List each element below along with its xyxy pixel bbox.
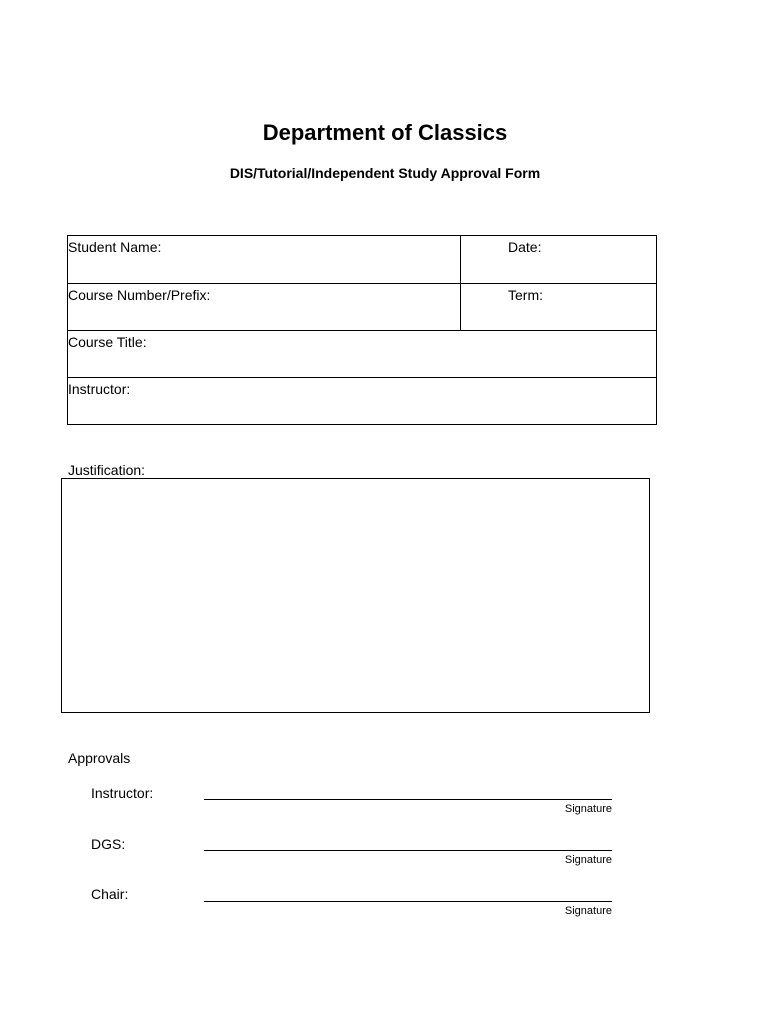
chair-signature-line[interactable] — [204, 901, 612, 902]
approval-chair-label: Chair: — [91, 886, 129, 902]
instructor-signature-line[interactable] — [204, 799, 612, 800]
form-subtitle: DIS/Tutorial/Independent Study Approval Form — [229, 165, 541, 181]
course-info-table — [67, 235, 657, 425]
date-label: Date: — [508, 239, 542, 255]
course-number-label: Course Number/Prefix: — [68, 287, 211, 303]
dgs-signature-caption: Signature — [564, 854, 612, 866]
term-label: Term: — [508, 287, 543, 303]
student-name-label: Student Name: — [68, 239, 162, 255]
course-title-row — [68, 330, 656, 378]
justification-field[interactable] — [61, 478, 650, 713]
course-title-label: Course Title: — [68, 334, 147, 350]
justification-label: Justification: — [68, 462, 146, 478]
dgs-signature-line[interactable] — [204, 850, 612, 851]
approvals-heading: Approvals — [68, 750, 131, 766]
course-number-row — [68, 283, 656, 331]
approval-instructor-label: Instructor: — [91, 785, 154, 801]
instructor-label: Instructor: — [68, 381, 131, 397]
instructor-signature-caption: Signature — [564, 803, 612, 815]
instructor-row — [68, 377, 656, 425]
approval-dgs-label: DGS: — [91, 836, 126, 852]
page-title: Department of Classics — [262, 120, 508, 145]
student-name-row — [68, 236, 656, 283]
chair-signature-caption: Signature — [564, 905, 612, 917]
